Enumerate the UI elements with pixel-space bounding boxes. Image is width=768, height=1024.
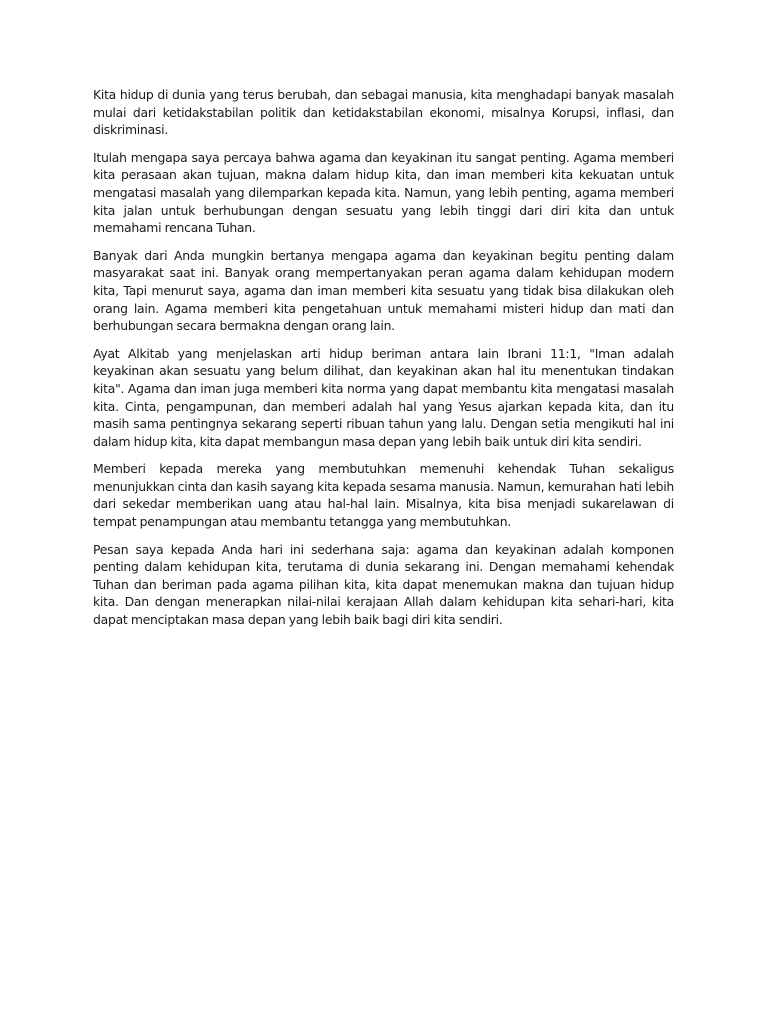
paragraph-2: Itulah mengapa saya percaya bahwa agama dan keyakinan itu sangat penting. Agama memberi kita perasaan akan tujuan, makna dalam hidup kita, dan iman memberi kita kekuatan untuk mengatasi masalah yang dilemparkan kepada kita. Namun, yang lebih penting, agama memberi kita jalan untuk berhubungan dengan sesuatu yang lebih tinggi dari diri kita dan untuk memahami rencana Tuhan. <box>93 149 674 236</box>
document-body <box>93 86 674 639</box>
paragraph-3: Banyak dari Anda mungkin bertanya mengapa agama dan keyakinan begitu penting dalam masyarakat saat ini. Banyak orang mempertanyakan peran agama dalam kehidupan modern kita, Tapi menurut saya, agama dan iman memberi kita sesuatu yang tidak bisa dilakukan oleh orang lain. Agama memberi kita pengetahuan untuk memahami misteri hidup dan mati dan berhubungan secara bermakna dengan orang lain. <box>93 247 674 334</box>
paragraph-4: Ayat Alkitab yang menjelaskan arti hidup beriman antara lain Ibrani 11:1, "Iman adalah keyakinan akan sesuatu yang belum dilihat, dan keyakinan akan hal itu menentukan tindakan kita". Agama dan iman juga memberi kita norma yang dapat membantu kita mengatasi masalah kita. Cinta, pengampunan, dan memberi adalah hal yang Yesus ajarkan kepada kita, dan itu masih sama pentingnya sekarang seperti ribuan tahun yang lalu. Dengan setia mengikuti hal ini dalam hidup kita, kita dapat membangun masa depan yang lebih baik untuk diri kita sendiri. <box>93 345 674 449</box>
paragraph-6: Pesan saya kepada Anda hari ini sederhana saja: agama dan keyakinan adalah komponen penting dalam kehidupan kita, terutama di dunia sekarang ini. Dengan memahami kehendak Tuhan dan beriman pada agama pilihan kita, kita dapat menemukan makna dan tujuan hidup kita. Dan dengan menerapkan nilai-nilai kerajaan Allah dalam kehidupan kita sehari-hari, kita dapat menciptakan masa depan yang lebih baik bagi diri kita sendiri. <box>93 541 674 628</box>
paragraph-1: Kita hidup di dunia yang terus berubah, dan sebagai manusia, kita menghadapi banyak masalah mulai dari ketidakstabilan politik dan ketidakstabilan ekonomi, misalnya Korupsi, inflasi, dan diskriminasi. <box>93 87 674 138</box>
paragraph-5: Memberi kepada mereka yang membutuhkan memenuhi kehendak Tuhan sekaligus menunjukkan cinta dan kasih sayang kita kepada sesama manusia. Namun, kemurahan hati lebih dari sekedar memberikan uang atau hal-hal lain. Misalnya, kita bisa menjadi sukarelawan di tempat penampungan atau membantu tetangga yang membutuhkan. <box>93 461 674 530</box>
